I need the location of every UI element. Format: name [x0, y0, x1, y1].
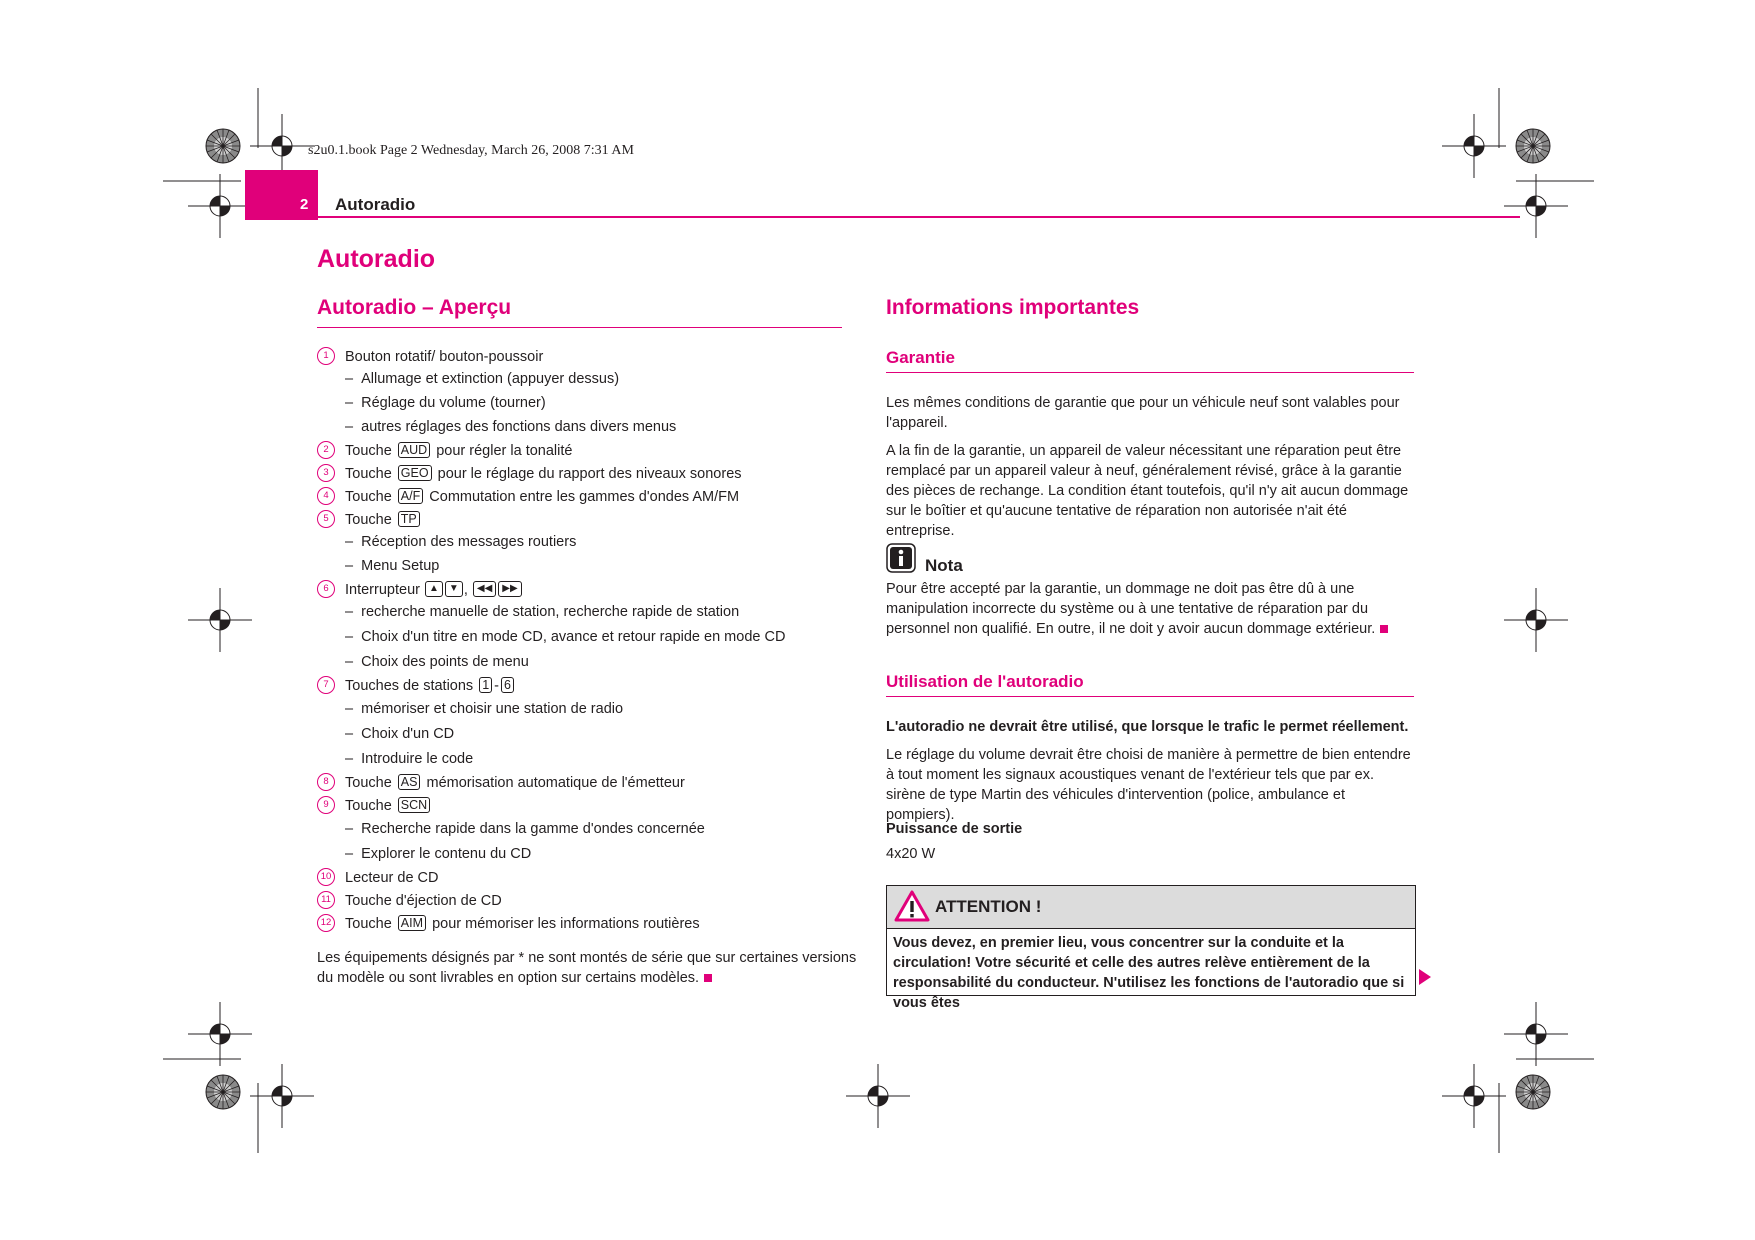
- callout-12: 12: [317, 914, 335, 932]
- list-item-7: 7 Touches de stations 1 - 6: [317, 676, 852, 696]
- sub-item: – mémoriser et choisir une station de radio: [345, 701, 624, 717]
- header-rule: [318, 216, 1520, 218]
- section-rule: [317, 327, 842, 328]
- sub-item: – Choix des points de menu: [345, 654, 529, 670]
- key-aud: AUD: [398, 442, 430, 458]
- list-item-10: 10 Lecteur de CD: [317, 868, 852, 888]
- utilisation-bold-statement: L'autoradio ne devrait être utilisé, que lorsque le trafic le permet réellement.: [886, 719, 1409, 735]
- key-aim: AIM: [398, 915, 426, 931]
- attention-title: ATTENTION !: [935, 897, 1042, 916]
- section-heading-informations: Informations importantes: [886, 296, 1140, 319]
- sub-item: – Réglage du volume (tourner): [345, 395, 546, 411]
- sub-item: – Allumage et extinction (appuyer dessus): [345, 371, 620, 387]
- nota-title: Nota: [925, 556, 963, 575]
- sub-item: – Introduire le code: [345, 751, 474, 767]
- footnote: Les équipements désignés par * ne sont montés de série que sur certaines versions du modèle ou sont livrables en option sur certains modèles.: [317, 950, 857, 986]
- output-power-value: 4x20 W: [886, 846, 936, 862]
- garantie-paragraph-2: A la fin de la garantie, un appareil de valeur nécessitant une réparation peut être remplacé par un appareil valeur à neuf, généralement révisé, grâce à la garantie des pièces de rechange. La condition étant toutefois, qu'il n'y ait aucun dommage sur le boîtier et qu'aucune tentative de réparation non autorisée n'ait été entreprise.: [886, 443, 1409, 539]
- key-geo: GEO: [398, 465, 432, 481]
- info-icon: [886, 543, 916, 573]
- key-af: A/F: [398, 488, 423, 504]
- list-item-6: 6 Interrupteur ▲ ▼ , ◀◀ ▶▶: [317, 580, 852, 600]
- running-head: Autoradio: [335, 195, 416, 214]
- sub-item: – Choix d'un titre en mode CD, avance et retour rapide en mode CD: [345, 629, 786, 645]
- attention-box: [886, 885, 1416, 1011]
- sub-item: – Explorer le contenu du CD: [345, 846, 532, 862]
- key-1: 1: [479, 677, 492, 693]
- down-arrow-key-icon: ▼: [445, 581, 463, 597]
- list-item-5: 5 Touche TP: [317, 510, 852, 530]
- sub-item: – Recherche rapide dans la gamme d'ondes concernée: [345, 821, 705, 837]
- key-tp: TP: [398, 511, 420, 527]
- fast-forward-key-icon: ▶▶: [498, 581, 521, 597]
- sub-item: – Réception des messages routiers: [345, 534, 577, 550]
- callout-7: 7: [317, 676, 335, 694]
- output-power-label: Puissance de sortie: [886, 821, 1023, 837]
- warning-triangle-icon: [894, 890, 930, 922]
- callout-1: 1: [317, 347, 335, 365]
- key-scn: SCN: [398, 797, 430, 813]
- list-item-2: 2 Touche AUD pour régler la tonalité: [317, 441, 852, 461]
- callout-2: 2: [317, 441, 335, 459]
- list-item-9: 9 Touche SCN: [317, 796, 852, 816]
- sub-item: – autres réglages des fonctions dans divers menus: [345, 419, 677, 435]
- callout-5: 5: [317, 510, 335, 528]
- rewind-key-icon: ◀◀: [473, 581, 496, 597]
- key-6: 6: [501, 677, 514, 693]
- list-item-11: 11 Touche d'éjection de CD: [317, 891, 852, 911]
- nota-text: Pour être accepté par la garantie, un dommage ne doit pas être dû à une manipulation incorrecte du système ou à une tentative de réparation par du personnel non qualifié. En outre, il ne doit y avoir aucun dommage extérieur.: [886, 579, 1416, 639]
- file-info-line: s2u0.1.book Page 2 Wednesday, March 26, 2008 7:31 AM: [308, 143, 634, 158]
- sub-item: – Menu Setup: [345, 558, 440, 574]
- callout-4: 4: [317, 487, 335, 505]
- page-number: 2: [300, 196, 309, 213]
- callout-10: 10: [317, 868, 335, 886]
- up-arrow-key-icon: ▲: [425, 581, 443, 597]
- utilisation-paragraph: Le réglage du volume devrait être choisi de manière à permettre de bien entendre à tout moment les signaux acoustiques venant de l'extérieur tels que par ex. sirène de type Martin des véhicules d'intervention (police, ambulance et pompiers).: [886, 747, 1411, 823]
- attention-header: [887, 886, 1415, 929]
- callout-6: 6: [317, 580, 335, 598]
- sub-item: – Choix d'un CD: [345, 726, 455, 742]
- callout-9: 9: [317, 796, 335, 814]
- list-item-4: 4 Touche A/F Commutation entre les gammes d'ondes AM/FM: [317, 487, 852, 507]
- end-of-section-square-icon: [704, 974, 712, 982]
- callout-11: 11: [317, 891, 335, 909]
- garantie-paragraph-1: Les mêmes conditions de garantie que pour un véhicule neuf sont valables pour l'appareil.: [886, 395, 1400, 431]
- subheading-utilisation: Utilisation de l'autoradio: [886, 672, 1084, 691]
- attention-text: Vous devez, en premier lieu, vous concentrer sur la conduite et la circulation! Votre sécurité et celle des autres relève entièrement de la responsabilité du conducteur. N'utilisez les fonctions de l'autoradio que si vous êtes: [893, 935, 1405, 1011]
- callout-3: 3: [317, 464, 335, 482]
- list-item-12: 12 Touche AIM pour mémoriser les informations routières: [317, 914, 852, 934]
- end-of-section-square-icon: [1380, 625, 1388, 633]
- list-item-1: 1 Bouton rotatif/ bouton-poussoir: [317, 347, 852, 367]
- section-heading-apercu: Autoradio – Aperçu: [317, 296, 512, 319]
- subheading-rule: [886, 696, 1414, 697]
- callout-8: 8: [317, 773, 335, 791]
- subheading-rule: [886, 372, 1414, 373]
- key-as: AS: [398, 774, 421, 790]
- list-item-8: 8 Touche AS mémorisation automatique de l'émetteur: [317, 773, 852, 793]
- chapter-title: Autoradio: [317, 245, 436, 273]
- list-item-3: 3 Touche GEO pour le réglage du rapport des niveaux sonores: [317, 464, 852, 484]
- sub-item: – recherche manuelle de station, recherche rapide de station: [345, 604, 740, 620]
- continue-arrow-icon: [1418, 968, 1432, 986]
- subheading-garantie: Garantie: [886, 348, 955, 367]
